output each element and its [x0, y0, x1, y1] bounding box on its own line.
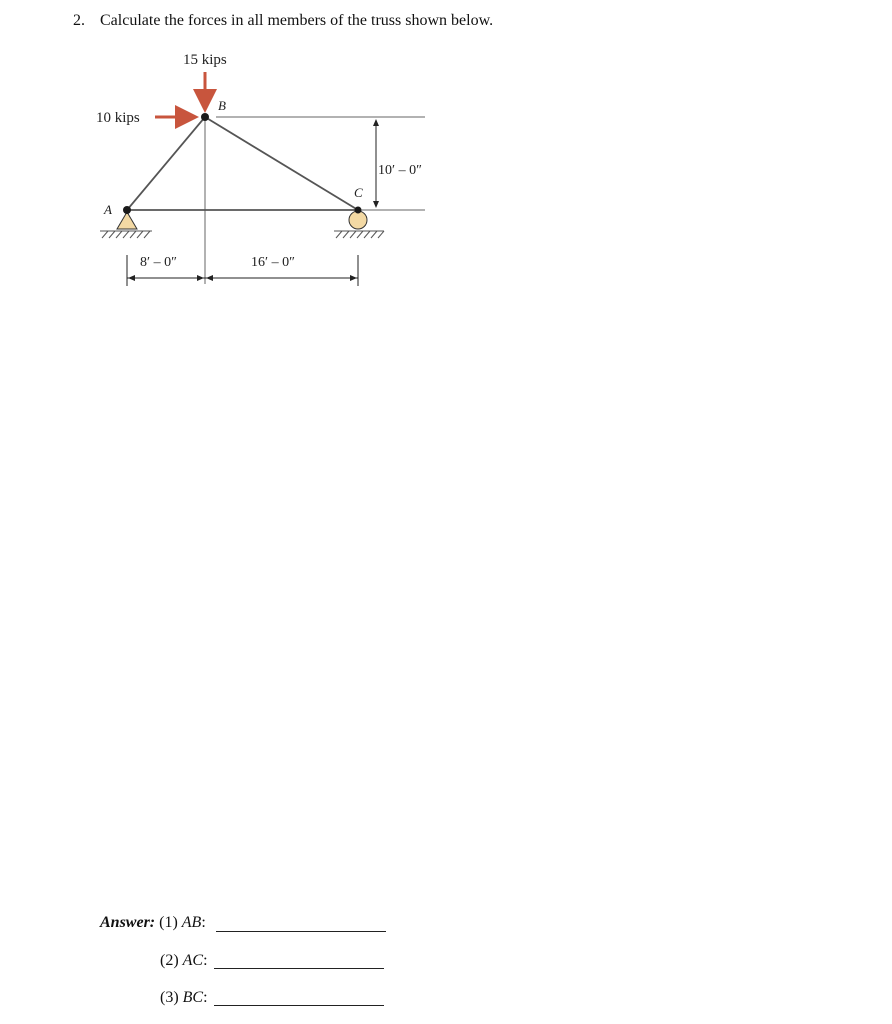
answer-blank-ab[interactable]: [216, 931, 386, 932]
answer-colon: :: [203, 989, 208, 1006]
answer-member: AB: [181, 914, 202, 931]
node-label-a: A: [104, 202, 112, 217]
answer-member: AC: [182, 952, 204, 969]
answer-colon: :: [203, 952, 208, 969]
span-arrow-c: [350, 275, 357, 281]
question-number: 2.: [73, 12, 85, 29]
answer-row-3: [160, 989, 208, 1007]
answer-number: (1): [159, 914, 178, 931]
pin-support-a: [117, 212, 137, 229]
node-label-c: C: [354, 185, 363, 200]
horizontal-load-label: 10 kips: [96, 110, 140, 126]
node-label-b: B: [218, 98, 226, 113]
right-span-label: 16′ – 0″: [251, 255, 295, 270]
member-bc: [205, 117, 358, 210]
left-span-label: 8′ – 0″: [140, 255, 177, 270]
answer-heading: Answer:: [100, 914, 156, 931]
answer-blank-ac[interactable]: [214, 968, 384, 969]
answer-row-1: [100, 914, 206, 932]
question-text: Calculate the forces in all members of the truss shown below.: [100, 12, 494, 29]
span-arrow-b-right: [206, 275, 213, 281]
member-ab: [127, 117, 205, 210]
answer-colon: :: [201, 914, 206, 931]
answer-member: BC: [182, 989, 204, 1006]
answer-row-2: [160, 952, 208, 970]
span-arrow-a: [128, 275, 135, 281]
height-dimension-arrow-top: [373, 119, 379, 126]
joint-b: [201, 113, 209, 121]
answer-blank-bc[interactable]: [214, 1005, 384, 1006]
roller-support-c: [349, 211, 367, 229]
span-arrow-b-left: [197, 275, 204, 281]
height-dimension-label: 10′ – 0″: [378, 163, 422, 178]
joint-c: [355, 207, 362, 214]
ground-hatch-c: [334, 231, 384, 238]
ground-hatch-a: [100, 231, 152, 238]
vertical-load-label: 15 kips: [183, 52, 227, 68]
answer-number: (2): [160, 952, 179, 969]
answer-number: (3): [160, 989, 179, 1006]
joint-a: [123, 206, 131, 214]
truss-diagram: [80, 40, 440, 300]
height-dimension-arrow-bottom: [373, 201, 379, 208]
